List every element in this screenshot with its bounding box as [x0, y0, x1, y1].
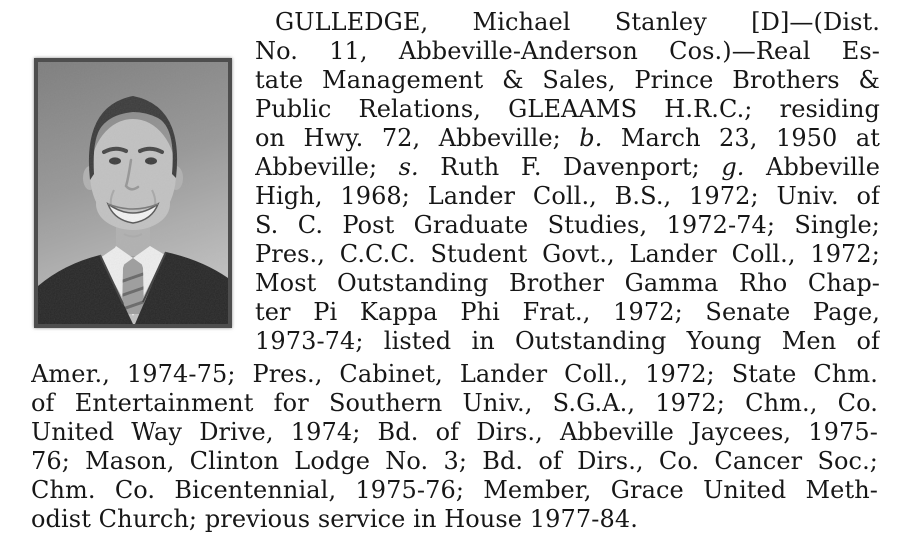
bio-line: High, 1968; Lander Coll., B.S., 1972; Univ. of [255, 182, 880, 210]
bio-line: Abbeville; s. Ruth F. Davenport; g. Abbeville [255, 153, 880, 181]
bio-line: Most Outstanding Brother Gamma Rho Chap- [255, 269, 880, 297]
bio-line: Public Relations, GLEAAMS H.R.C.; residing [255, 95, 880, 123]
portrait-illustration [38, 62, 228, 324]
bio-line: tate Management & Sales, Prince Brothers & [255, 66, 880, 94]
bio-text-full-width [31, 360, 878, 534]
bio-line: S. C. Post Graduate Studies, 1972-74; Single; [255, 211, 880, 239]
bio-text-beside-photo [255, 8, 880, 356]
bio-line: on Hwy. 72, Abbeville; b. March 23, 1950 at [255, 124, 880, 152]
bio-line: GULLEDGE, Michael Stanley [D]—(Dist. [275, 8, 880, 36]
portrait-photo [34, 58, 232, 328]
bio-line: Amer., 1974-75; Pres., Cabinet, Lander Coll., 1972; State Chm. [31, 360, 878, 388]
bio-line: 1973-74; listed in Outstanding Young Men of [255, 327, 880, 355]
bio-line: No. 11, Abbeville-Anderson Cos.)—Real Es- [255, 37, 880, 65]
bio-line: of Entertainment for Southern Univ., S.G.A., 1972; Chm., Co. [31, 389, 878, 417]
bio-line: ter Pi Kappa Phi Frat., 1972; Senate Page, [255, 298, 880, 326]
bio-line: 76; Mason, Clinton Lodge No. 3; Bd. of Dirs., Co. Cancer Soc.; [31, 447, 878, 475]
bio-line: odist Church; previous service in House 1977-84. [31, 505, 638, 533]
bio-line: Pres., C.C.C. Student Govt., Lander Coll., 1972; [255, 240, 880, 268]
bio-line: United Way Drive, 1974; Bd. of Dirs., Abbeville Jaycees, 1975- [31, 418, 878, 446]
bio-line: Chm. Co. Bicentennial, 1975-76; Member, Grace United Meth- [31, 476, 878, 504]
